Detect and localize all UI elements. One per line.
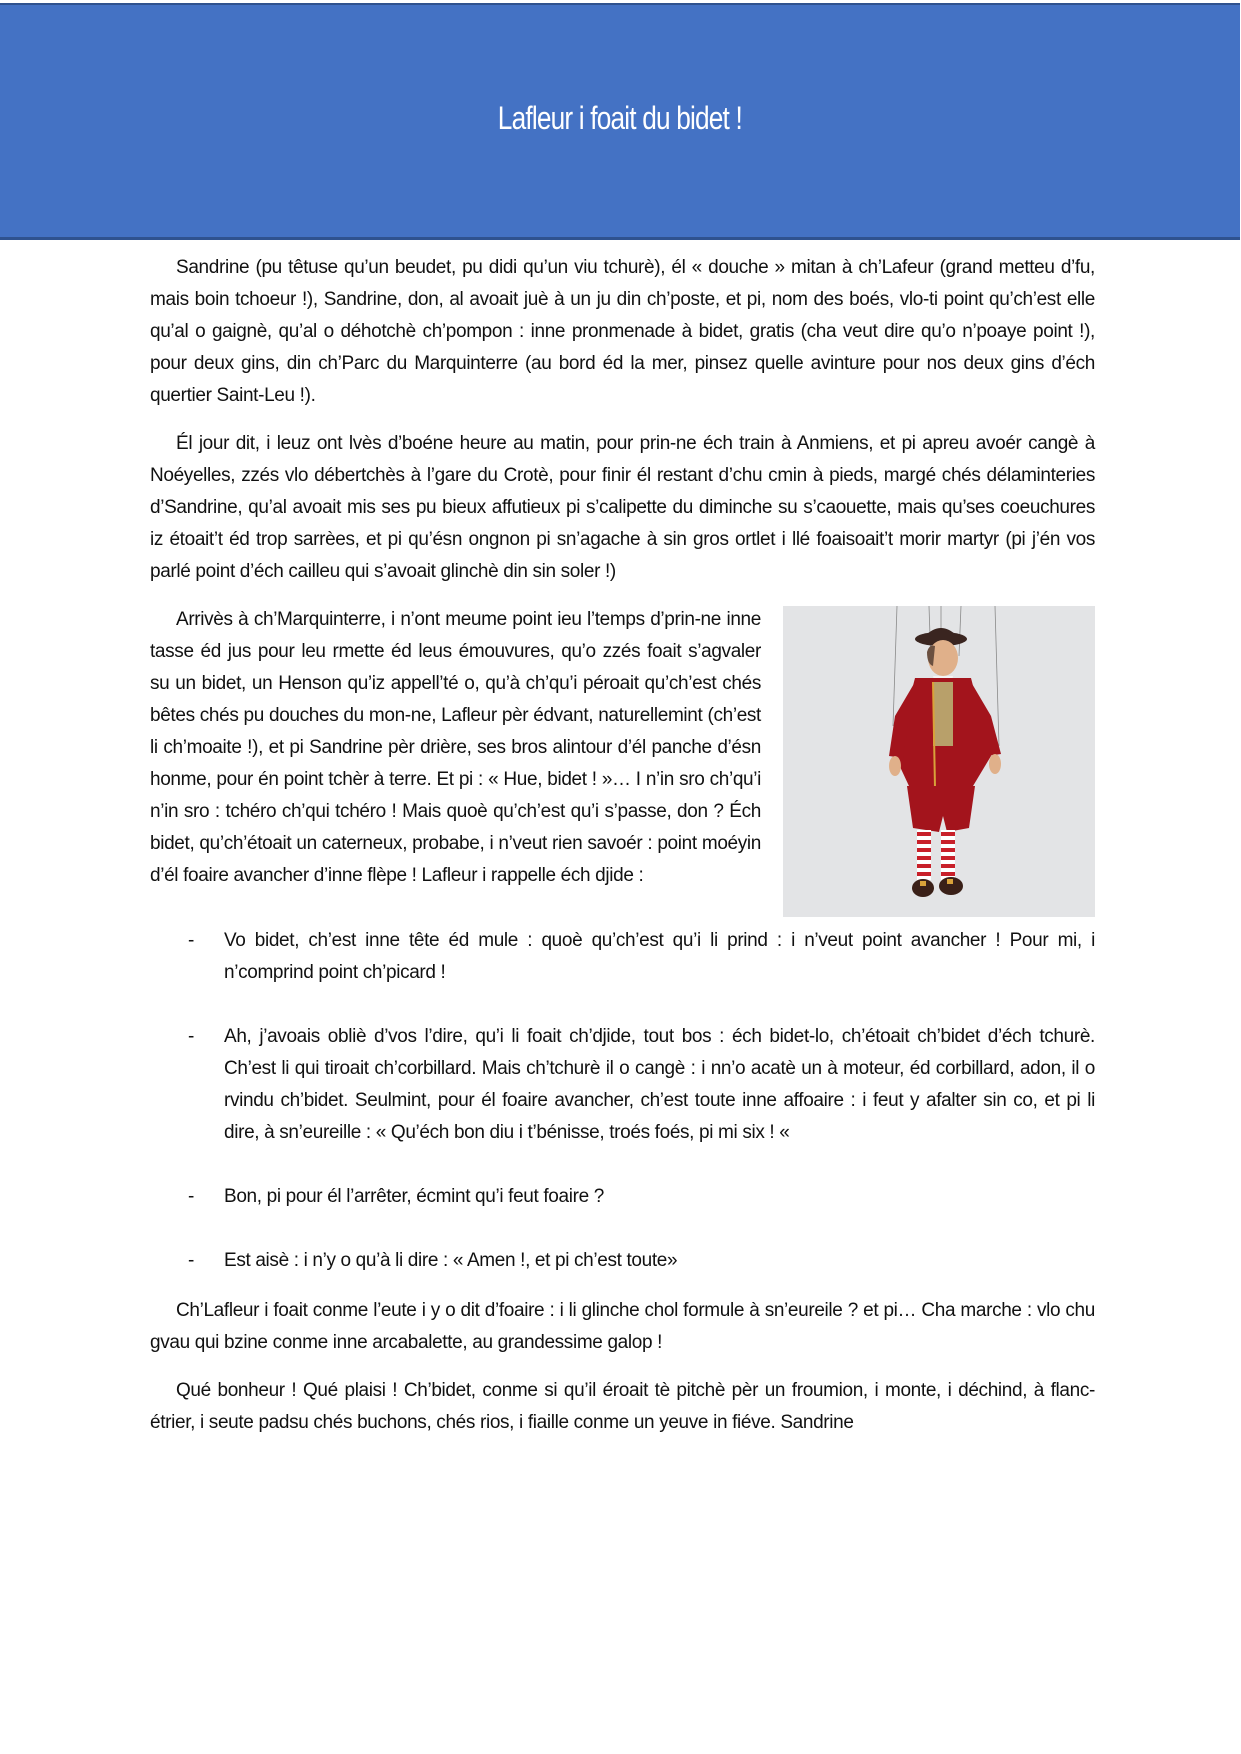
dialogue-line-1 [150, 925, 1095, 989]
lafleur-puppet-illustration [783, 606, 1095, 917]
paragraph-3: Arrivès à ch’Marquinterre, i n’ont meume point ieu l’temps d’prin-ne inne tasse éd jus pour leu rmette éd leus émouvures, qu’o zzés foait s’agvaler su un bidet, un Henson qu’iz appell’té o, qu’à ch’qu’i péroait qu’ch’est chés bêtes chés pu douches du mon-ne, Lafleur pèr édvant, naturellemint (ch’est li ch’moaite !), et pi Sandrine pèr drière, ses bros alintour d’él panche d’ésn honme, pour én point tchèr à terre. Et pi : « Hue, bidet ! »… I n’in sro ch’qu’i n’in sro : tchéro ch’qui tchéro ! Mais quoè qu’ch’est qu’i s’passe, don ? Éch bidet, qu’ch’étoait un caterneux, probabe, i n’veut rien savoér : point moéyin d’él foaire avancher d’inne flèpe ! Lafleur i rappelle éch djide : [150, 609, 761, 886]
dialogue-line-2 [150, 1021, 1095, 1149]
title-banner [0, 3, 1240, 240]
dash-bullet: - [188, 1186, 194, 1207]
dash-bullet: - [188, 930, 194, 951]
page-title: Lafleur i foait du bidet ! [497, 99, 743, 136]
dash-bullet: - [188, 1026, 194, 1047]
document-body [150, 252, 1095, 1455]
paragraph-4: Ch’Lafleur i foait conme l’eute i y o dit d’foaire : i li glinche chol formule à sn’eureile ? et pi… Cha marche : vlo chu gvau qui bzine conme inne arcabalette, au grandessime galop ! [150, 1300, 1095, 1353]
dialogue-line-3 [150, 1181, 1095, 1213]
dialogue-text: Bon, pi pour él l’arrêter, écmint qu’i feut foaire ? [224, 1186, 604, 1207]
paragraph-2: Él jour dit, i leuz ont lvès d’boéne heure au matin, pour prin-ne éch train à Anmiens, et pi apreu avoér cangè à Noéyelles, zzés vlo débertchès à l’gare du Crotè, pour finir él restant d’chu cmin à pieds, margé chés délaminteries d’Sandrine, qu’al avoait mis ses pu bieux affutieux pi s’calipette du diminche su s’caouette, mais qu’ses coeuchures iz étoait’t éd trop sarrèes, et pi qu’ésn ongnon pi sn’agache à sin gros ortlet i llé foaisoait’t morir martyr (pi j’én vos parlé point d’éch cailleu qui s’avoait glinchè din sin soler !) [150, 433, 1095, 582]
dialogue-text: Vo bidet, ch’est inne tête éd mule : quoè qu’ch’est qu’i li prind : i n’veut point avancher ! Pour mi, i n’comprind point ch’picard ! [224, 930, 1095, 983]
puppet-image [783, 606, 1095, 917]
dialogue-line-4 [150, 1245, 1095, 1277]
dialogue-text: Ah, j’avoais obliè d’vos l’dire, qu’i li foait ch’djide, tout bos : éch bidet-lo, ch’étoait ch’bidet d’éch tchurè. Ch’est li qui tiroait ch’corbillard. Mais ch’tchurè il o cangè : i nn’o acatè un à moteur, éd corbillard, adon, il o rvindu ch’bidet. Seulmint, pour él foaire avancher, ch’est toute inne affoaire : i feut y afalter sin co, et pi li dire, à sn’eureille : « Qu’éch bon diu i t’bénisse, troés foés, pi mi six ! « [224, 1026, 1095, 1143]
paragraph-5: Qué bonheur ! Qué plaisi ! Ch’bidet, conme si qu’il éroait tè pitchè pèr un froumion, i monte, i déchind, à flanc-étrier, i seute padsu chés buchons, chés rios, i fiaille conme un yeuve in fiéve. Sandrine [150, 1380, 1095, 1433]
dash-bullet: - [188, 1250, 194, 1271]
paragraph-1: Sandrine (pu têtuse qu’un beudet, pu didi qu’un viu tchurè), él « douche » mitan à ch’Lafeur (grand metteu d’fu, mais boin tchoeur !), Sandrine, don, al avoait juè à un ju din ch’poste, et pi, nom des boés, vlo-ti point qu’ch’est elle qu’al o gaignè, qu’al o déhotchè ch’pompon : inne pronmenade à bidet, gratis (cha veut dire qu’o n’poaye point !), pour deux gins, din ch’Parc du Marquinterre (au bord éd la mer, pinsez quelle avinture pour nos deux gins d’éch quertier Saint-Leu !). [150, 257, 1095, 406]
dialogue-text: Est aisè : i n’y o qu’à li dire : « Amen !, et pi ch’est toute» [224, 1250, 678, 1271]
dialogue-list [150, 925, 1095, 1277]
